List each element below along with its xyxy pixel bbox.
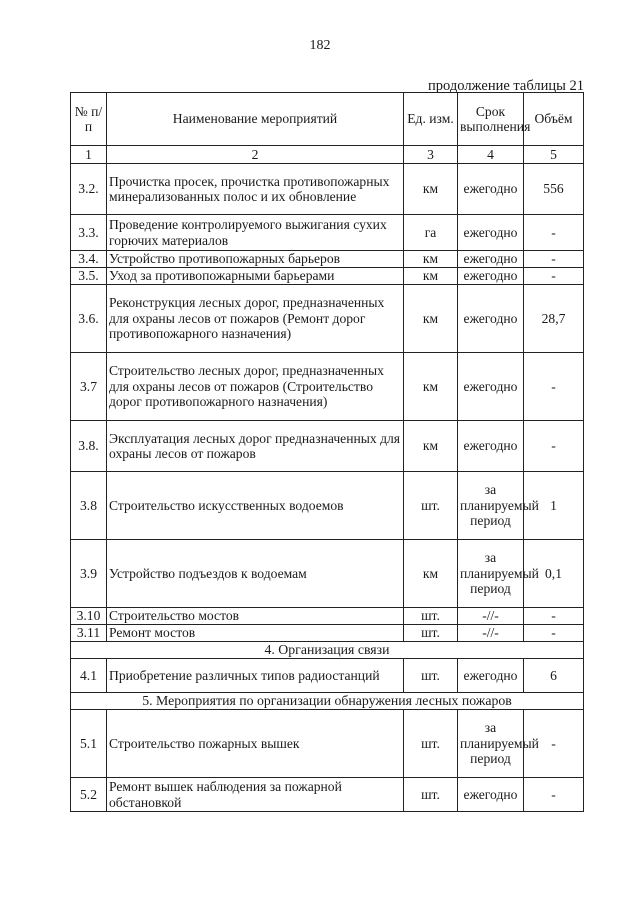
row-number: 3.7 [71,353,107,421]
row-number: 5.1 [71,710,107,778]
term-value: ежегодно [458,285,524,353]
row-number: 3.2. [71,164,107,215]
unit-value: шт. [404,608,458,625]
table-row [71,215,584,251]
activity-name: Строительство искусственных водоемов [107,472,404,540]
volume-value: - [524,421,584,472]
unit-value: га [404,215,458,251]
activity-name: Устройство подъездов к водоемам [107,540,404,608]
activity-name: Строительство мостов [107,608,404,625]
table-row [71,710,584,778]
unit-value: км [404,353,458,421]
activity-name: Строительство пожарных вышек [107,710,404,778]
section-header-fire-detection [71,693,584,710]
volume-value: - [524,778,584,812]
volume-value: - [524,251,584,268]
unit-value: км [404,268,458,285]
activity-name: Реконструкция лесных дорог, предназначенных для охраны лесов от пожаров (Ремонт дорог противопожарного назначения) [107,285,404,353]
table-row [71,421,584,472]
unit-value: км [404,421,458,472]
row-number: 3.5. [71,268,107,285]
row-number: 3.8. [71,421,107,472]
table-row [71,164,584,215]
header-row [71,93,584,146]
row-number: 3.10 [71,608,107,625]
volume-value: - [524,353,584,421]
volume-value: - [524,215,584,251]
page-number: 182 [309,38,331,53]
volume-value: 0,1 [524,540,584,608]
term-value: ежегодно [458,251,524,268]
header-unit: Ед. изм. [404,93,458,146]
volume-value: 28,7 [524,285,584,353]
table-row [71,353,584,421]
activity-name: Ремонт вышек наблюдения за пожарной обстановкой [107,778,404,812]
volume-value: - [524,608,584,625]
term-value: за планируемый период [458,540,524,608]
row-number: 3.4. [71,251,107,268]
table-row [71,251,584,268]
activity-name: Прочистка просек, прочистка противопожарных минерализованных полос и их обновление [107,164,404,215]
header-num: № п/п [71,93,107,146]
term-value: ежегодно [458,353,524,421]
volume-value: - [524,268,584,285]
activity-name: Проведение контролируемого выжигания сухих горючих материалов [107,215,404,251]
term-value: ежегодно [458,268,524,285]
unit-value: км [404,540,458,608]
term-value: ежегодно [458,421,524,472]
row-number: 3.6. [71,285,107,353]
activity-name: Устройство противопожарных барьеров [107,251,404,268]
row-number: 3.3. [71,215,107,251]
term-value: ежегодно [458,215,524,251]
activity-name: Приобретение различных типов радиостанций [107,659,404,693]
term-value: ежегодно [458,164,524,215]
unit-value: шт. [404,625,458,642]
volume-value: - [524,710,584,778]
volume-value: - [524,625,584,642]
term-value: -//- [458,608,524,625]
term-value: ежегодно [458,778,524,812]
section-title: 5. Мероприятия по организации обнаружения лесных пожаров [71,693,584,710]
unit-value: км [404,285,458,353]
section-header-communication [71,642,584,659]
unit-value: км [404,251,458,268]
row-number: 3.11 [71,625,107,642]
volume-value: 6 [524,659,584,693]
column-number: 1 [71,146,107,164]
column-number: 3 [404,146,458,164]
unit-value: шт. [404,710,458,778]
row-number: 4.1 [71,659,107,693]
volume-value: 1 [524,472,584,540]
table-row [71,608,584,625]
table-row [71,659,584,693]
section-title: 4. Организация связи [71,642,584,659]
row-number: 3.9 [71,540,107,608]
table-row [71,625,584,642]
table-row [71,472,584,540]
term-value: -//- [458,625,524,642]
column-number: 2 [107,146,404,164]
column-number: 5 [524,146,584,164]
unit-value: шт. [404,472,458,540]
term-value: ежегодно [458,659,524,693]
activity-name: Уход за противопожарными барьерами [107,268,404,285]
table-row [71,778,584,812]
table-continuation-label: продолжение таблицы 21 [428,78,584,94]
unit-value: шт. [404,659,458,693]
header-volume: Объём [524,93,584,146]
column-number-row [71,146,584,164]
volume-value: 556 [524,164,584,215]
activity-name: Эксплуатация лесных дорог предназначенных для охраны лесов от пожаров [107,421,404,472]
header-term: Срок выполнения [458,93,524,146]
row-number: 3.8 [71,472,107,540]
activity-name: Строительство лесных дорог, предназначенных для охраны лесов от пожаров (Строительство дорог противопожарного назначения) [107,353,404,421]
activities-table [70,92,584,812]
unit-value: шт. [404,778,458,812]
header-name: Наименование мероприятий [107,93,404,146]
term-value: за планируемый период [458,472,524,540]
table-body [71,93,584,812]
table-row [71,540,584,608]
activity-name: Ремонт мостов [107,625,404,642]
column-number: 4 [458,146,524,164]
unit-value: км [404,164,458,215]
term-value: за планируемый период [458,710,524,778]
row-number: 5.2 [71,778,107,812]
table-row [71,285,584,353]
table-row [71,268,584,285]
